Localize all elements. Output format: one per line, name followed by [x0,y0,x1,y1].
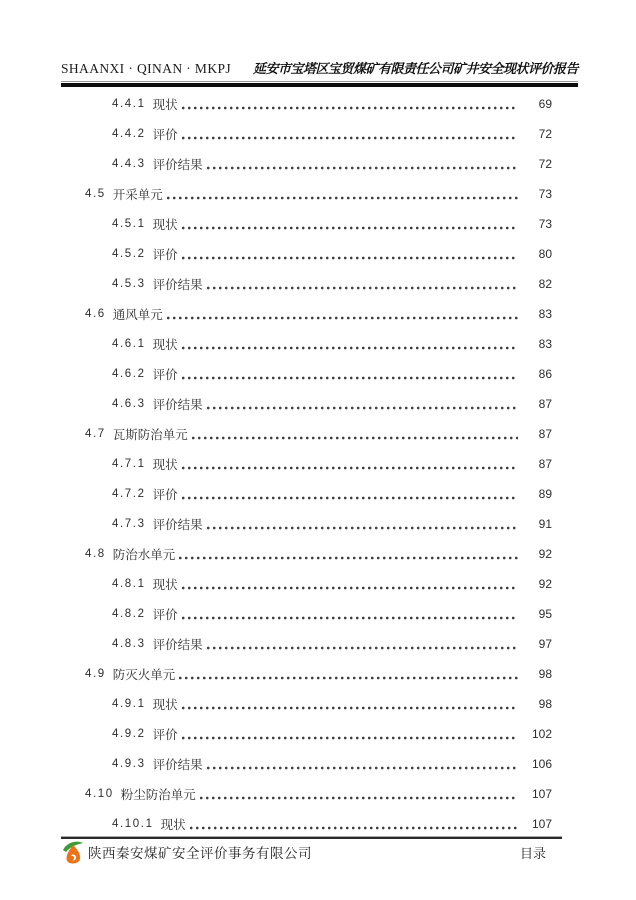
toc-entry[interactable] [61,719,577,749]
toc-entry-title: 粉尘防治单元 [120,788,196,802]
footer-divider-thick-line [61,837,562,839]
toc-entry[interactable] [61,749,577,779]
toc-entry-page-number: 87 [538,397,552,411]
toc-entry[interactable] [61,509,577,539]
toc-entry[interactable] [61,89,577,119]
toc-entry-number: 4.6.3 [112,398,146,410]
footer-divider [61,836,562,839]
toc-entry[interactable] [61,119,577,149]
toc-entry-number: 4.7.1 [112,458,146,470]
toc-entry-page-number: 107 [531,787,552,801]
toc-entry-number: 4.4.2 [112,128,146,140]
toc-entry-page-number: 98 [538,667,552,681]
header-divider [61,81,578,87]
toc-entry[interactable] [61,329,577,359]
toc-entry[interactable] [61,449,577,479]
toc-entry-title: 评价结果 [152,638,203,652]
toc-dot-leader [182,256,518,260]
toc-entry-page-number: 73 [538,217,552,231]
toc-entry[interactable] [61,359,577,389]
toc-entry-page-number: 92 [538,547,552,561]
toc-dot-leader [207,406,518,410]
toc-entry-number: 4.7.2 [112,488,146,500]
toc-entry[interactable] [61,659,577,689]
toc-entry-number: 4.6.1 [112,338,146,350]
toc-entry-page-number: 98 [538,697,552,711]
toc-entry-title: 评价结果 [152,758,203,772]
page-header [61,58,578,77]
toc-entry[interactable] [61,419,577,449]
toc-dot-leader [179,676,518,680]
toc-entry[interactable] [61,809,577,839]
toc-entry-number: 4.9.2 [112,728,146,740]
toc-dot-leader [207,286,518,290]
header-divider-thick-line [61,83,578,87]
toc-entry-page-number: 73 [538,187,552,201]
footer-company-name: 陕西秦安煤矿安全评价事务有限公司 [88,846,312,861]
header-brand-text: SHAANXI · QINAN · MKPJ [61,61,232,76]
toc-entry-page-number: 86 [538,367,552,381]
toc-entry-page-number: 97 [538,637,552,651]
toc-entry[interactable] [61,689,577,719]
toc-entry[interactable] [61,569,577,599]
toc-entry-page-number: 72 [538,127,552,141]
toc-entry-page-number: 83 [538,337,552,351]
toc-entry-number: 4.7.3 [112,518,146,530]
toc-entry-page-number: 82 [538,277,552,291]
footer-section-label: 目录 [519,845,546,861]
toc-dot-leader [207,526,518,530]
toc-entry-number: 4.9 [85,668,106,680]
toc-entry-title: 瓦斯防治单元 [112,428,188,442]
toc-entry-title: 评价结果 [152,158,203,172]
toc-entry-title: 评价 [152,368,178,382]
toc-entry[interactable] [61,389,577,419]
toc-dot-leader [200,796,518,800]
toc-entry-page-number: 92 [538,577,552,591]
toc-dot-leader [182,346,518,350]
toc-entry[interactable] [61,599,577,629]
toc-dot-leader [182,736,518,740]
toc-entry-number: 4.5.2 [112,248,146,260]
toc-entry-title: 开采单元 [112,188,163,202]
toc-entry-page-number: 102 [531,727,552,741]
toc-entry[interactable] [61,209,577,239]
toc-entry-number: 4.8 [85,548,106,560]
toc-entry-number: 4.8.2 [112,608,146,620]
toc-entry-title: 现状 [152,338,178,352]
toc-entry-title: 评价结果 [152,278,203,292]
toc-entry-title: 评价 [152,128,178,142]
toc-dot-leader [182,136,518,140]
toc-entry-page-number: 87 [538,427,552,441]
toc-entry[interactable] [61,179,577,209]
toc-entry[interactable] [61,539,577,569]
header-divider-thin-line [61,81,578,82]
toc-entry-title: 现状 [152,698,178,712]
toc-dot-leader [167,196,518,200]
toc-entry-number: 4.8.1 [112,578,146,590]
toc-entry-number: 4.9.1 [112,698,146,710]
toc-dot-leader [182,376,518,380]
toc-entry-number: 4.10.1 [112,818,154,830]
toc-entry-page-number: 95 [538,607,552,621]
toc-entry-page-number: 69 [538,97,552,111]
toc-entry-number: 4.5.1 [112,218,146,230]
toc-dot-leader [190,826,518,830]
toc-entry-page-number: 83 [538,307,552,321]
toc-entry[interactable] [61,779,577,809]
toc-entry-title: 评价 [152,248,178,262]
toc-entry-title: 防治水单元 [112,548,176,562]
toc-entry-number: 4.8.3 [112,638,146,650]
toc-entry[interactable] [61,239,577,269]
toc-entry-number: 4.5.3 [112,278,146,290]
toc-entry-title: 评价结果 [152,518,203,532]
toc-dot-leader [182,106,518,110]
toc-entry-page-number: 89 [538,487,552,501]
toc-entry-number: 4.4.1 [112,98,146,110]
toc-entry[interactable] [61,479,577,509]
toc-entry-title: 防灭火单元 [112,668,176,682]
toc-entry-title: 评价 [152,488,178,502]
toc-entry-number: 4.9.3 [112,758,146,770]
toc-entry-number: 4.10 [85,788,114,800]
toc-entry-number: 4.6 [85,308,106,320]
company-logo-icon [61,840,84,864]
toc-dot-leader [182,226,518,230]
toc-entry-title: 评价 [152,728,178,742]
toc-entry-page-number: 80 [538,247,552,261]
toc-entry-page-number: 106 [531,757,552,771]
toc-entry-title: 现状 [160,818,186,832]
toc-dot-leader [182,706,518,710]
toc-dot-leader [167,316,518,320]
toc-entry-title: 现状 [152,578,178,592]
toc-entry-title: 现状 [152,458,178,472]
toc-entry-page-number: 91 [538,517,552,531]
page-footer [61,840,578,864]
toc-entry[interactable] [61,299,577,329]
toc-entry-number: 4.4.3 [112,158,146,170]
toc-dot-leader [182,616,518,620]
toc-entry[interactable] [61,149,577,179]
toc-dot-leader [207,646,518,650]
toc-entry-page-number: 72 [538,157,552,171]
toc-entry[interactable] [61,629,577,659]
toc-entry-title: 现状 [152,218,178,232]
toc-entry[interactable] [61,269,577,299]
toc-dot-leader [182,466,518,470]
toc-dot-leader [182,496,518,500]
toc-entry-number: 4.6.2 [112,368,146,380]
toc-entry-title: 通风单元 [112,308,163,322]
toc-entry-title: 现状 [152,98,178,112]
toc-dot-leader [207,766,518,770]
toc-dot-leader [179,556,518,560]
toc-entry-page-number: 87 [538,457,552,471]
toc-dot-leader [182,586,518,590]
toc-entry-number: 4.5 [85,188,106,200]
toc-entry-title: 评价 [152,608,178,622]
header-report-title: 延安市宝塔区宝贸煤矿有限责任公司矿井安全现状评价报告 [252,62,578,77]
table-of-contents [61,89,577,839]
toc-entry-title: 评价结果 [152,398,203,412]
toc-entry-number: 4.7 [85,428,106,440]
toc-dot-leader [192,436,518,440]
toc-entry-page-number: 107 [531,817,552,831]
toc-dot-leader [207,166,518,170]
